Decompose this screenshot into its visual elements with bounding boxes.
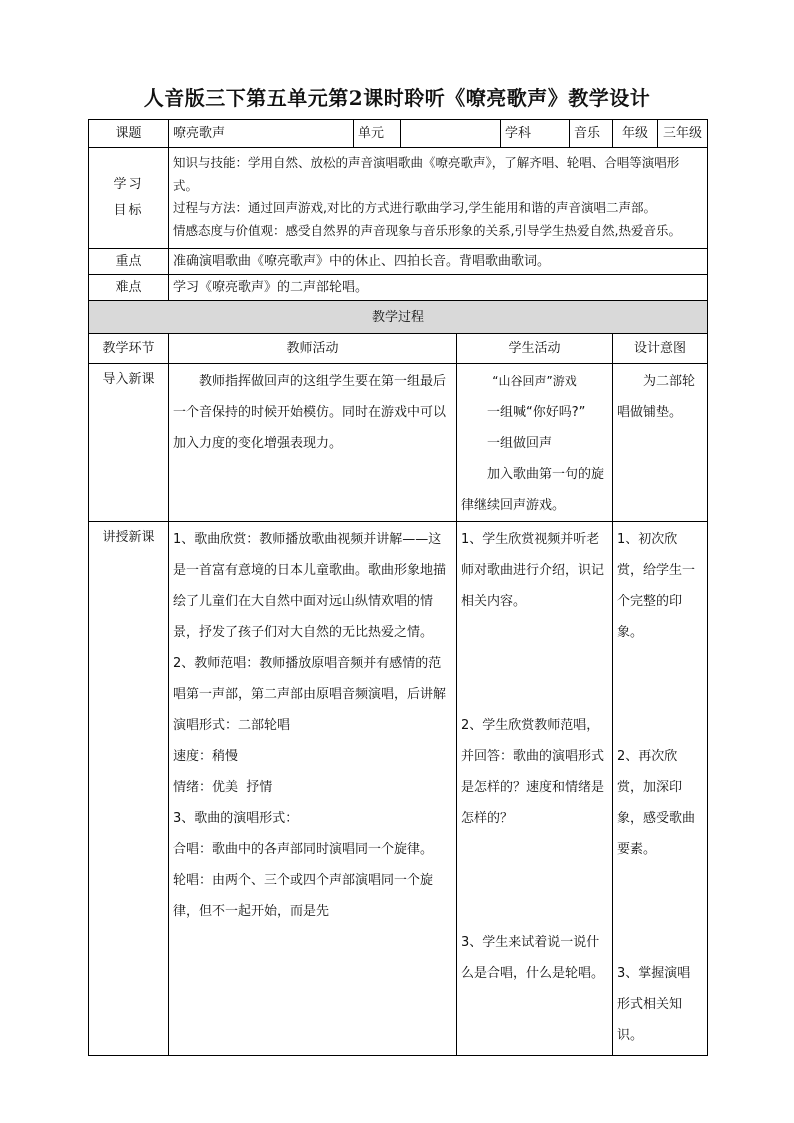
teacher-activity: 情绪：优美 抒情 (173, 780, 273, 795)
label-grade: 年级 (613, 120, 658, 148)
table-row (89, 522, 708, 1056)
difficulty-label: 难点 (89, 275, 169, 301)
key-point-label: 重点 (89, 249, 169, 275)
unit-value (401, 120, 501, 148)
design-intent: 3、掌握演唱形式相关知识。 (617, 966, 691, 1043)
col-teacher: 教师活动 (169, 334, 457, 364)
student-activity: 一组喊“你好吗?” (487, 405, 586, 420)
table-row (89, 364, 708, 522)
student-activity: 2、学生欣赏教师范唱，并回答：歌曲的演唱形式是怎样的？速度和情绪是怎样的？ (461, 718, 605, 826)
teacher-activity: 演唱形式：二部轮唱 (173, 718, 291, 733)
topic-value: 嘹亮歌声 (169, 120, 354, 148)
subject-value: 音乐 (570, 120, 613, 148)
stage-new-lesson: 讲授新课 (89, 522, 169, 1056)
key-point-row (89, 249, 708, 275)
design-intent: 2、再次欣赏，加深印象，感受歌曲要素。 (617, 749, 696, 857)
difficulty-row (89, 275, 708, 301)
stage-intro: 导入新课 (89, 364, 169, 522)
design-intent: 为二部轮唱做铺垫。 (617, 374, 696, 420)
page-title: 人音版三下第五单元第2课时聆听《嘹亮歌声》教学设计 (143, 86, 651, 110)
goal-process: 过程与方法：通过回声游戏,对比的方式进行歌曲学习,学生能用和谐的声音演唱二声部。 (173, 200, 656, 215)
design-intent: 1、初次欣赏，给学生一个完整的印象。 (617, 532, 696, 640)
col-intent: 设计意图 (613, 334, 708, 364)
teacher-activity: 速度：稍慢 (173, 749, 239, 764)
goals-row (89, 148, 708, 249)
teacher-activity: 2、教师范唱：教师播放原唱音频并有感情的范唱第一声部，第二声部由原唱音频演唱，后讲解 (173, 656, 447, 702)
grade-value: 三年级 (658, 120, 708, 148)
col-student: 学生活动 (457, 334, 613, 364)
lesson-plan-table (88, 119, 708, 1056)
goals-label-text: 学习目标 (113, 177, 144, 218)
key-point-text: 准确演唱歌曲《嘹亮歌声》中的休止、四拍长音。背唱歌曲歌词。 (169, 249, 708, 275)
process-header: 教学过程 (89, 301, 708, 334)
teacher-activity: 轮唱：由两个、三个或四个声部演唱同一个旋律，但不一起开始，而是先 (173, 873, 434, 919)
label-subject: 学科 (501, 120, 570, 148)
student-activity: 加入歌曲第一句的旋律继续回声游戏。 (461, 467, 605, 513)
col-stage: 教学环节 (89, 334, 169, 364)
student-activity: 1、学生欣赏视频并听老师对歌曲进行介绍，识记相关内容。 (461, 532, 605, 609)
goal-knowledge: 知识与技能：学用自然、放松的声音演唱歌曲《嘹亮歌声》，了解齐唱、轮唱、合唱等演唱形式。 (173, 155, 680, 193)
label-unit: 单元 (354, 120, 401, 148)
goal-emotion: 情感态度与价值观：感受自然界的声音现象与音乐形象的关系,引导学生热爱自然,热爱音乐。 (173, 222, 681, 238)
process-header-row (89, 301, 708, 334)
difficulty-text: 学习《嘹亮歌声》的二声部轮唱。 (169, 275, 708, 301)
goals-label (89, 148, 169, 249)
teacher-activity: 1、歌曲欣赏：教师播放歌曲视频并讲解——这是一首富有意境的日本儿童歌曲。歌曲形象地描绘了儿童们在大自然中面对远山纵情欢唱的情景，抒发了孩子们对大自然的无比热爱之情。 (173, 532, 447, 640)
student-activity: “山谷回声”游戏 (492, 374, 577, 388)
student-activity: 3、学生来试着说一说什么是合唱，什么是轮唱。 (461, 935, 605, 981)
teacher-activity: 3、歌曲的演唱形式： (173, 811, 299, 826)
label-topic: 课题 (89, 120, 169, 148)
student-activity: 一组做回声 (487, 436, 553, 451)
columns-row (89, 334, 708, 364)
info-row (89, 120, 708, 148)
teacher-activity: 教师指挥做回声的这组学生要在第一组最后一个音保持的时候开始模仿。同时在游戏中可以加入力度的变化增强表现力。 (173, 374, 447, 451)
teacher-activity: 合唱：歌曲中的各声部同时演唱同一个旋律。 (173, 842, 434, 857)
